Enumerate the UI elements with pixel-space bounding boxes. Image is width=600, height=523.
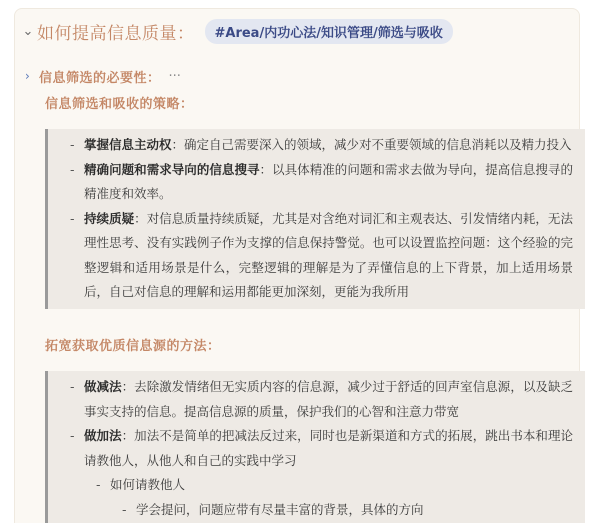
bullet-dash: -: [70, 428, 75, 443]
section-heading-strategy: 信息筛选和吸收的策略：: [45, 97, 194, 112]
list-item: [70, 133, 573, 158]
sub-sub-list-item: [70, 498, 573, 523]
list-item: [70, 375, 573, 424]
bullet-dash: -: [96, 477, 101, 492]
item-bold: 做加法: [84, 428, 122, 443]
item-bold: 掌握信息主动权: [84, 137, 172, 152]
chevron-right-icon[interactable]: ›: [25, 69, 30, 83]
section-heading-sources: 拓宽获取优质信息源的方法：: [45, 339, 221, 354]
item-text: ：确定自己需要深入的领域，减少对不重要领域的信息消耗以及精力投入: [171, 137, 572, 152]
bullet-dash: -: [70, 161, 75, 177]
list-item: [70, 424, 573, 473]
sub-sub-item-text: 学会提问，问题应带有尽量丰富的背景，具体的方向: [136, 501, 424, 517]
bullet-dash: -: [70, 210, 75, 226]
item-text: ：去除激发情绪但无实质内容的信息源，减少过于舒适的回声室信息源，以及缺乏事实支持的信息。提高信息源的质量，保护我们的心智和注意力带宽: [84, 379, 573, 419]
bullet-dash: -: [122, 501, 127, 517]
note-card: [14, 8, 580, 523]
sub-item-text: 如何请教他人: [110, 477, 186, 492]
bullet-dash: -: [70, 137, 75, 152]
chevron-down-icon[interactable]: ⌄: [22, 23, 34, 39]
page-title: 如何提高信息质量：: [37, 23, 195, 44]
sub-list-item: [70, 473, 573, 498]
collapsed-item-label: 信息筛选的必要性：: [39, 70, 161, 86]
item-text: ：以具体精准的问题和需求去做为导向，提高信息搜寻的精准度和效率。: [84, 161, 573, 201]
list-item: [70, 207, 573, 305]
item-text: ：加法不是简单的把减法反过来，同时也是新渠道和方式的拓展，跳出书本和理论请教他人，从他人和自己的实践中学习: [84, 428, 573, 468]
title-row: [19, 15, 579, 47]
sources-quote-block: [45, 371, 585, 523]
area-tag[interactable]: #Area/内功心法/知识管理/筛选与吸收: [205, 19, 453, 44]
item-bold: 持续质疑: [84, 210, 135, 226]
strategy-quote-block: [45, 129, 585, 309]
item-bold: 精确问题和需求导向的信息搜寻: [84, 161, 260, 177]
item-text: ：对信息质量持续质疑，尤其是对含绝对词汇和主观表达、引发情绪内耗，无法理性思考、没有实践例子作为支撑的信息保持警觉。也可以设置监控问题：这个经验的完整逻辑和适用场景是什么，完整逻辑的理解是为了弄懂信息的上下背景，加上适用场景后，自己对信息的理解和运用都能更加深刻，更能为我所用: [84, 210, 573, 299]
collapsed-item[interactable]: [25, 65, 565, 87]
item-bold: 做减法: [84, 379, 122, 394]
ellipsis-icon[interactable]: ···: [168, 68, 181, 84]
list-item: [70, 158, 573, 207]
bullet-dash: -: [70, 379, 75, 394]
